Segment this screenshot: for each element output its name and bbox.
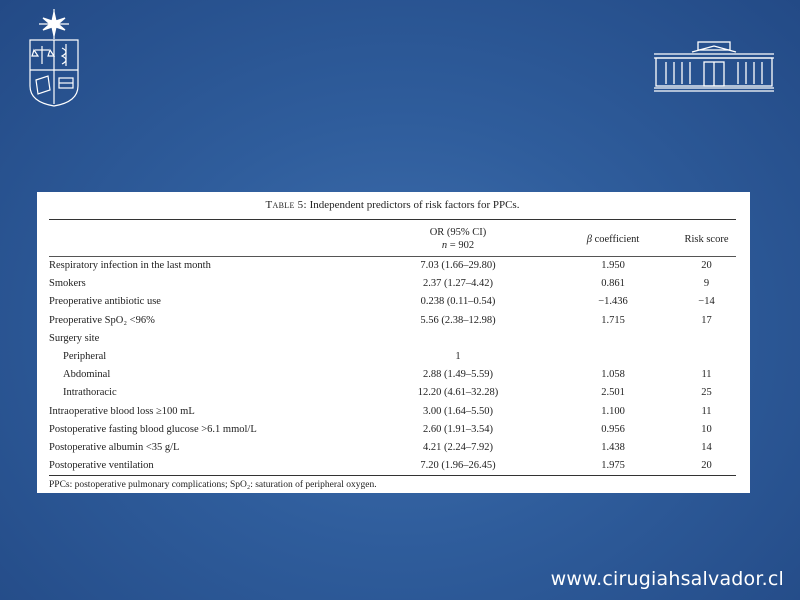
table-caption [49, 198, 736, 212]
header-variable [49, 220, 367, 256]
table-row [49, 275, 736, 293]
row-risk: 17 [701, 314, 712, 326]
table-row [49, 293, 736, 311]
predictors-table-body [49, 257, 736, 475]
header-beta-symbol: β [586, 233, 592, 245]
row-risk: 20 [701, 460, 712, 472]
header-beta [549, 220, 677, 256]
table-row [49, 366, 736, 384]
row-label: Respiratory infection in the last month [49, 260, 211, 272]
table-row [49, 312, 736, 330]
header-risk: Risk score [684, 233, 729, 245]
row-beta: 2.501 [601, 387, 625, 399]
row-beta [549, 348, 677, 366]
row-or [367, 330, 549, 348]
table-row [49, 257, 736, 275]
row-beta: 1.950 [601, 260, 625, 272]
row-beta: 1.975 [601, 460, 625, 472]
row-label: Peripheral [63, 351, 107, 363]
row-risk: 25 [701, 387, 712, 399]
row-or: 2.88 (1.49–5.59) [423, 369, 493, 381]
header-beta-text: coefficient [591, 233, 640, 245]
row-or: 2.37 (1.27–4.42) [423, 278, 493, 290]
row-beta [549, 330, 677, 348]
table-row [49, 348, 736, 366]
header-n-symbol: n [441, 240, 448, 251]
table-row [49, 421, 736, 439]
table-row [49, 403, 736, 421]
row-beta: 0.956 [601, 423, 625, 435]
table-caption-text: Independent predictors of risk factors for PPCs. [306, 199, 520, 211]
header-n-value: = 902 [447, 240, 475, 251]
table-row [49, 384, 736, 402]
website-url: www.cirugiahsalvador.cl [550, 568, 784, 590]
row-label: Smokers [49, 278, 86, 290]
row-label: Postoperative albumin <35 g/L [49, 441, 180, 453]
row-beta: 1.438 [601, 441, 625, 453]
hospital-building-logo [652, 40, 776, 92]
row-beta: 0.861 [601, 278, 625, 290]
row-label: Preoperative SpO₂ <96% [49, 314, 155, 326]
row-or: 0.238 (0.11–0.54) [420, 296, 496, 308]
university-crest-logo [26, 8, 82, 108]
row-beta: 1.100 [601, 405, 625, 417]
row-risk [677, 330, 736, 348]
row-label: Intrathoracic [63, 387, 117, 399]
table-row [49, 457, 736, 475]
row-or: 12.20 (4.61–32.28) [417, 387, 499, 399]
row-or: 7.20 (1.96–26.45) [420, 460, 496, 472]
row-or: 4.21 (2.24–7.92) [423, 441, 493, 453]
row-label: Preoperative antibiotic use [49, 296, 161, 308]
row-beta: 1.058 [601, 369, 625, 381]
header-or [367, 220, 549, 256]
row-or: 5.56 (2.38–12.98) [420, 314, 496, 326]
table-row [49, 330, 736, 348]
row-beta: −1.436 [598, 296, 628, 308]
row-label: Surgery site [49, 332, 100, 344]
row-risk: 9 [703, 278, 710, 290]
row-label: Intraoperative blood loss ≥100 mL [49, 405, 195, 417]
header-or-line1: OR (95% CI) [429, 227, 487, 238]
row-or: 7.03 (1.66–29.80) [420, 260, 496, 272]
row-risk: 14 [701, 441, 712, 453]
row-risk [677, 348, 736, 366]
predictors-table [49, 220, 736, 256]
table-header-row [49, 220, 736, 256]
table-footnote: PPCs: postoperative pulmonary complications; SpO₂: saturation of peripheral oxygen. [49, 480, 377, 491]
table-row [49, 439, 736, 457]
row-risk: 20 [701, 260, 712, 272]
table-figure [37, 192, 750, 493]
table-caption-label: Table 5: [265, 199, 307, 211]
row-risk: 10 [701, 423, 712, 435]
row-risk: −14 [698, 296, 715, 308]
row-or: 3.00 (1.64–5.50) [423, 405, 493, 417]
row-risk: 11 [701, 369, 712, 381]
row-label: Postoperative ventilation [49, 460, 154, 472]
row-label: Abdominal [63, 369, 111, 381]
row-label: Postoperative fasting blood glucose >6.1 mmol/L [49, 423, 257, 435]
row-or: 1 [455, 351, 461, 363]
row-or: 2.60 (1.91–3.54) [423, 423, 493, 435]
row-risk: 11 [701, 405, 712, 417]
row-beta: 1.715 [601, 314, 625, 326]
